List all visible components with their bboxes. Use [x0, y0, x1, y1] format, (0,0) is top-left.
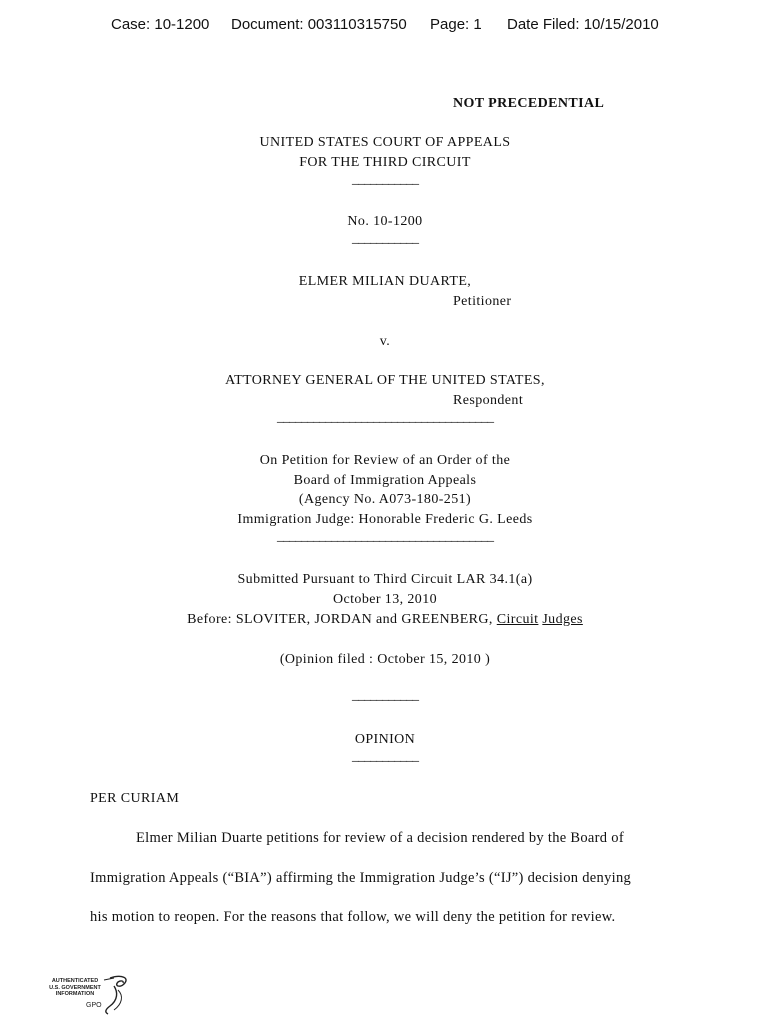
body-paragraph-line3: his motion to reopen. For the reasons that follow, we will deny the petition for review.	[90, 909, 616, 925]
divider: ____________________________________	[277, 410, 493, 425]
gpo-logo-mark: GPO	[86, 1002, 102, 1009]
divider: ___________	[352, 749, 418, 764]
petitioner-name: ELMER MILIAN DUARTE,	[298, 274, 472, 289]
petition-line2: Board of Immigration Appeals	[293, 473, 477, 488]
gpo-logo-text-line3: INFORMATION	[55, 991, 95, 997]
petitioner-role: Petitioner	[453, 294, 512, 309]
precedential-label: NOT PRECEDENTIAL	[453, 96, 605, 111]
gpo-logo-text-line1: AUTHENTICATED	[51, 978, 99, 984]
case-number: No. 10-1200	[347, 214, 423, 229]
per-curiam-label: PER CURIAM	[90, 791, 180, 806]
page-number-header: Page: 1	[430, 16, 482, 33]
gpo-authentication-logo	[44, 972, 134, 1018]
opinion-heading: OPINION	[354, 732, 416, 747]
divider: ___________	[352, 688, 418, 703]
petition-line1: On Petition for Review of an Order of the	[259, 453, 511, 468]
gpo-logo-text-line2: U.S. GOVERNMENT	[49, 984, 101, 991]
judges-label: Judges	[542, 612, 583, 627]
immigration-judge: Immigration Judge: Honorable Frederic G. Leeds	[237, 512, 533, 527]
divider: ___________	[352, 231, 418, 246]
filing-header	[0, 16, 770, 38]
panel-line	[0, 612, 770, 628]
court-name-line1: UNITED STATES COURT OF APPEALS	[259, 135, 511, 150]
eagle-icon	[44, 972, 134, 1018]
agency-number: (Agency No. A073-180-251)	[298, 492, 472, 507]
divider: ___________	[352, 172, 418, 187]
body-paragraph-line1: Elmer Milian Duarte petitions for review of a decision rendered by the Board of	[136, 830, 624, 846]
date-filed-header: Date Filed: 10/15/2010	[507, 16, 659, 33]
versus: v.	[379, 334, 391, 349]
panel-judges: Before: SLOVITER, JORDAN and GREENBERG,	[187, 612, 497, 627]
respondent-role: Respondent	[453, 393, 524, 408]
opinion-filed: (Opinion filed : October 15, 2010 )	[279, 652, 491, 667]
document-number-header: Document: 003110315750	[231, 16, 407, 33]
respondent-name: ATTORNEY GENERAL OF THE UNITED STATES,	[225, 373, 545, 388]
court-name-line2: FOR THE THIRD CIRCUIT	[299, 155, 471, 170]
case-number-header: Case: 10-1200	[111, 16, 210, 33]
circuit-label: Circuit	[496, 612, 539, 627]
submission-date: October 13, 2010	[333, 592, 437, 607]
submission-line: Submitted Pursuant to Third Circuit LAR 34.1(a)	[237, 572, 533, 587]
divider: ____________________________________	[277, 529, 493, 544]
body-paragraph-line2: Immigration Appeals (“BIA”) affirming the Immigration Judge’s (“IJ”) decision denying	[90, 870, 632, 886]
